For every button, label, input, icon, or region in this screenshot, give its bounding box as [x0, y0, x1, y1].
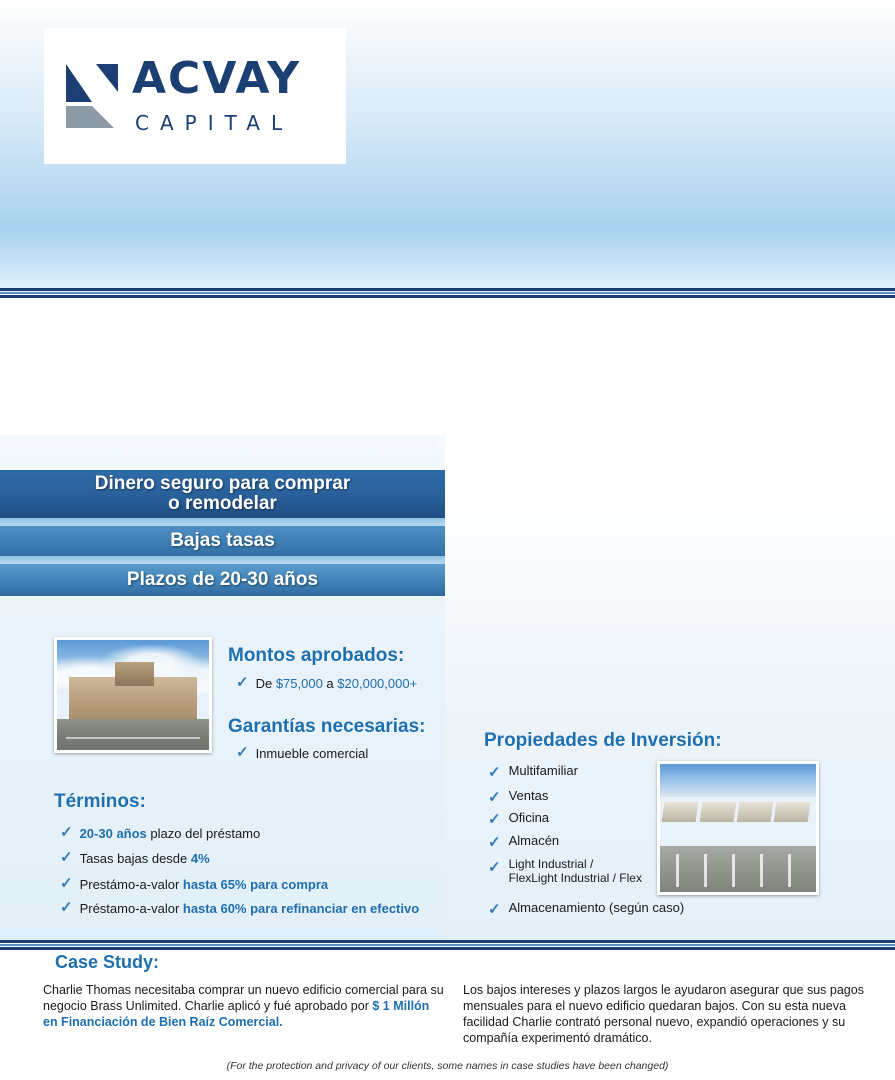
propiedades-item-5-line1: Light Industrial /	[508, 857, 594, 871]
case-study-left-highlight: $ 1 Millón en Financiación de Bien Raíz Comercial.	[43, 999, 430, 1029]
terminos-item-2	[60, 851, 210, 867]
terminos-item-2-label: Tasas bajas desde 4%	[79, 851, 210, 866]
commercial-retail-building-photo	[54, 637, 212, 753]
check-icon: ✓	[488, 834, 501, 851]
montos-item-1-label: De $75,000 a $20,000,000+	[255, 676, 418, 691]
propiedades-item-4	[488, 833, 559, 851]
terminos-item-3-label: Prestámo-a-valor hasta 65% para compra	[79, 877, 329, 892]
headline-bar-3: Plazos de 20-30 años	[0, 564, 445, 596]
check-icon: ✓	[488, 901, 501, 918]
footer-divider	[0, 940, 895, 950]
terminos-item-4	[60, 901, 419, 917]
check-icon: ✓	[236, 674, 249, 691]
propiedades-item-6	[488, 900, 684, 918]
check-icon: ✓	[488, 811, 501, 828]
propiedades-item-5-label	[509, 858, 642, 886]
propiedades-item-2-label: Ventas	[508, 788, 549, 803]
headline-bar-separator-2	[0, 556, 445, 564]
brand-name: ACVAY	[132, 53, 302, 104]
propiedades-item-1	[488, 763, 578, 781]
brand-tagline: CAPITAL	[135, 111, 294, 135]
case-study-section	[0, 950, 895, 1080]
terminos-item-4-label: Préstamo-a-valor hasta 60% para refinanciar en efectivo	[79, 901, 420, 916]
garantias-heading: Garantías necesarias:	[228, 716, 426, 737]
terminos-item-1-label: 20-30 años plazo del préstamo	[79, 826, 261, 841]
divider-line-bottom	[0, 295, 895, 298]
check-icon: ✓	[236, 744, 249, 761]
propiedades-item-3-label: Oficina	[508, 810, 550, 825]
spacer-area	[0, 300, 895, 435]
garantias-item-1	[236, 746, 368, 762]
check-icon: ✓	[488, 859, 501, 876]
propiedades-item-4-label: Almacén	[508, 833, 560, 848]
check-icon: ✓	[60, 849, 73, 866]
check-icon: ✓	[488, 764, 501, 781]
propiedades-item-1-label: Multifamiliar	[508, 763, 578, 778]
footer-line-top	[0, 940, 895, 943]
headline-bar-1-line1: Dinero seguro para comprar o remodelar	[94, 473, 351, 514]
propiedades-heading: Propiedades de Inversión:	[484, 730, 722, 751]
terminos-heading: Términos:	[54, 791, 146, 812]
propiedades-item-6-label: Almacenamiento (según caso)	[508, 900, 685, 915]
terminos-item-3	[60, 877, 328, 893]
propiedades-item-5	[488, 858, 642, 886]
check-icon: ✓	[488, 789, 501, 806]
divider-line-mid	[0, 292, 895, 294]
garantias-item-1-label: Inmueble comercial	[255, 746, 369, 761]
case-study-left-body: Charlie Thomas necesitaba comprar un nuevo edificio comercial para su negocio Brass Unlimited. Charlie aplicó y fué aprobado por	[43, 983, 444, 1013]
headline-bar-1	[0, 470, 445, 518]
brand-logo[interactable]	[44, 28, 346, 164]
retail-strip-center-photo	[657, 761, 819, 895]
case-study-left-text	[43, 982, 447, 1030]
propiedades-item-3	[488, 810, 549, 828]
montos-heading: Montos aprobados:	[228, 645, 405, 666]
check-icon: ✓	[60, 875, 73, 892]
case-study-disclaimer: (For the protection and privacy of our clients, some names in case studies have been changed)	[226, 1060, 669, 1072]
header-divider	[0, 288, 895, 300]
headline-bar-separator-1	[0, 518, 445, 526]
terminos-item-1	[60, 826, 260, 842]
footer-line-mid	[0, 944, 895, 946]
case-study-right-text: Los bajos intereses y plazos largos le ayudaron asegurar que sus pagos mensuales para el nuevo edificio quedaran bajos. Con su esta nueva facilidad Charlie contrató personal nuevo, expandió operaciones y su compañía experimentó dramático.	[463, 983, 864, 1045]
divider-line-top	[0, 288, 895, 291]
case-study-title: Case Study:	[55, 952, 160, 972]
propiedades-item-2	[488, 788, 548, 806]
acvay-chevron-logo-icon	[62, 62, 122, 130]
check-icon: ✓	[60, 899, 73, 916]
montos-item-1	[236, 676, 417, 692]
check-icon: ✓	[60, 824, 73, 841]
headline-bar-2: Bajas tasas	[0, 526, 445, 556]
propiedades-item-5-line2: FlexLight Industrial / Flex	[508, 870, 642, 885]
